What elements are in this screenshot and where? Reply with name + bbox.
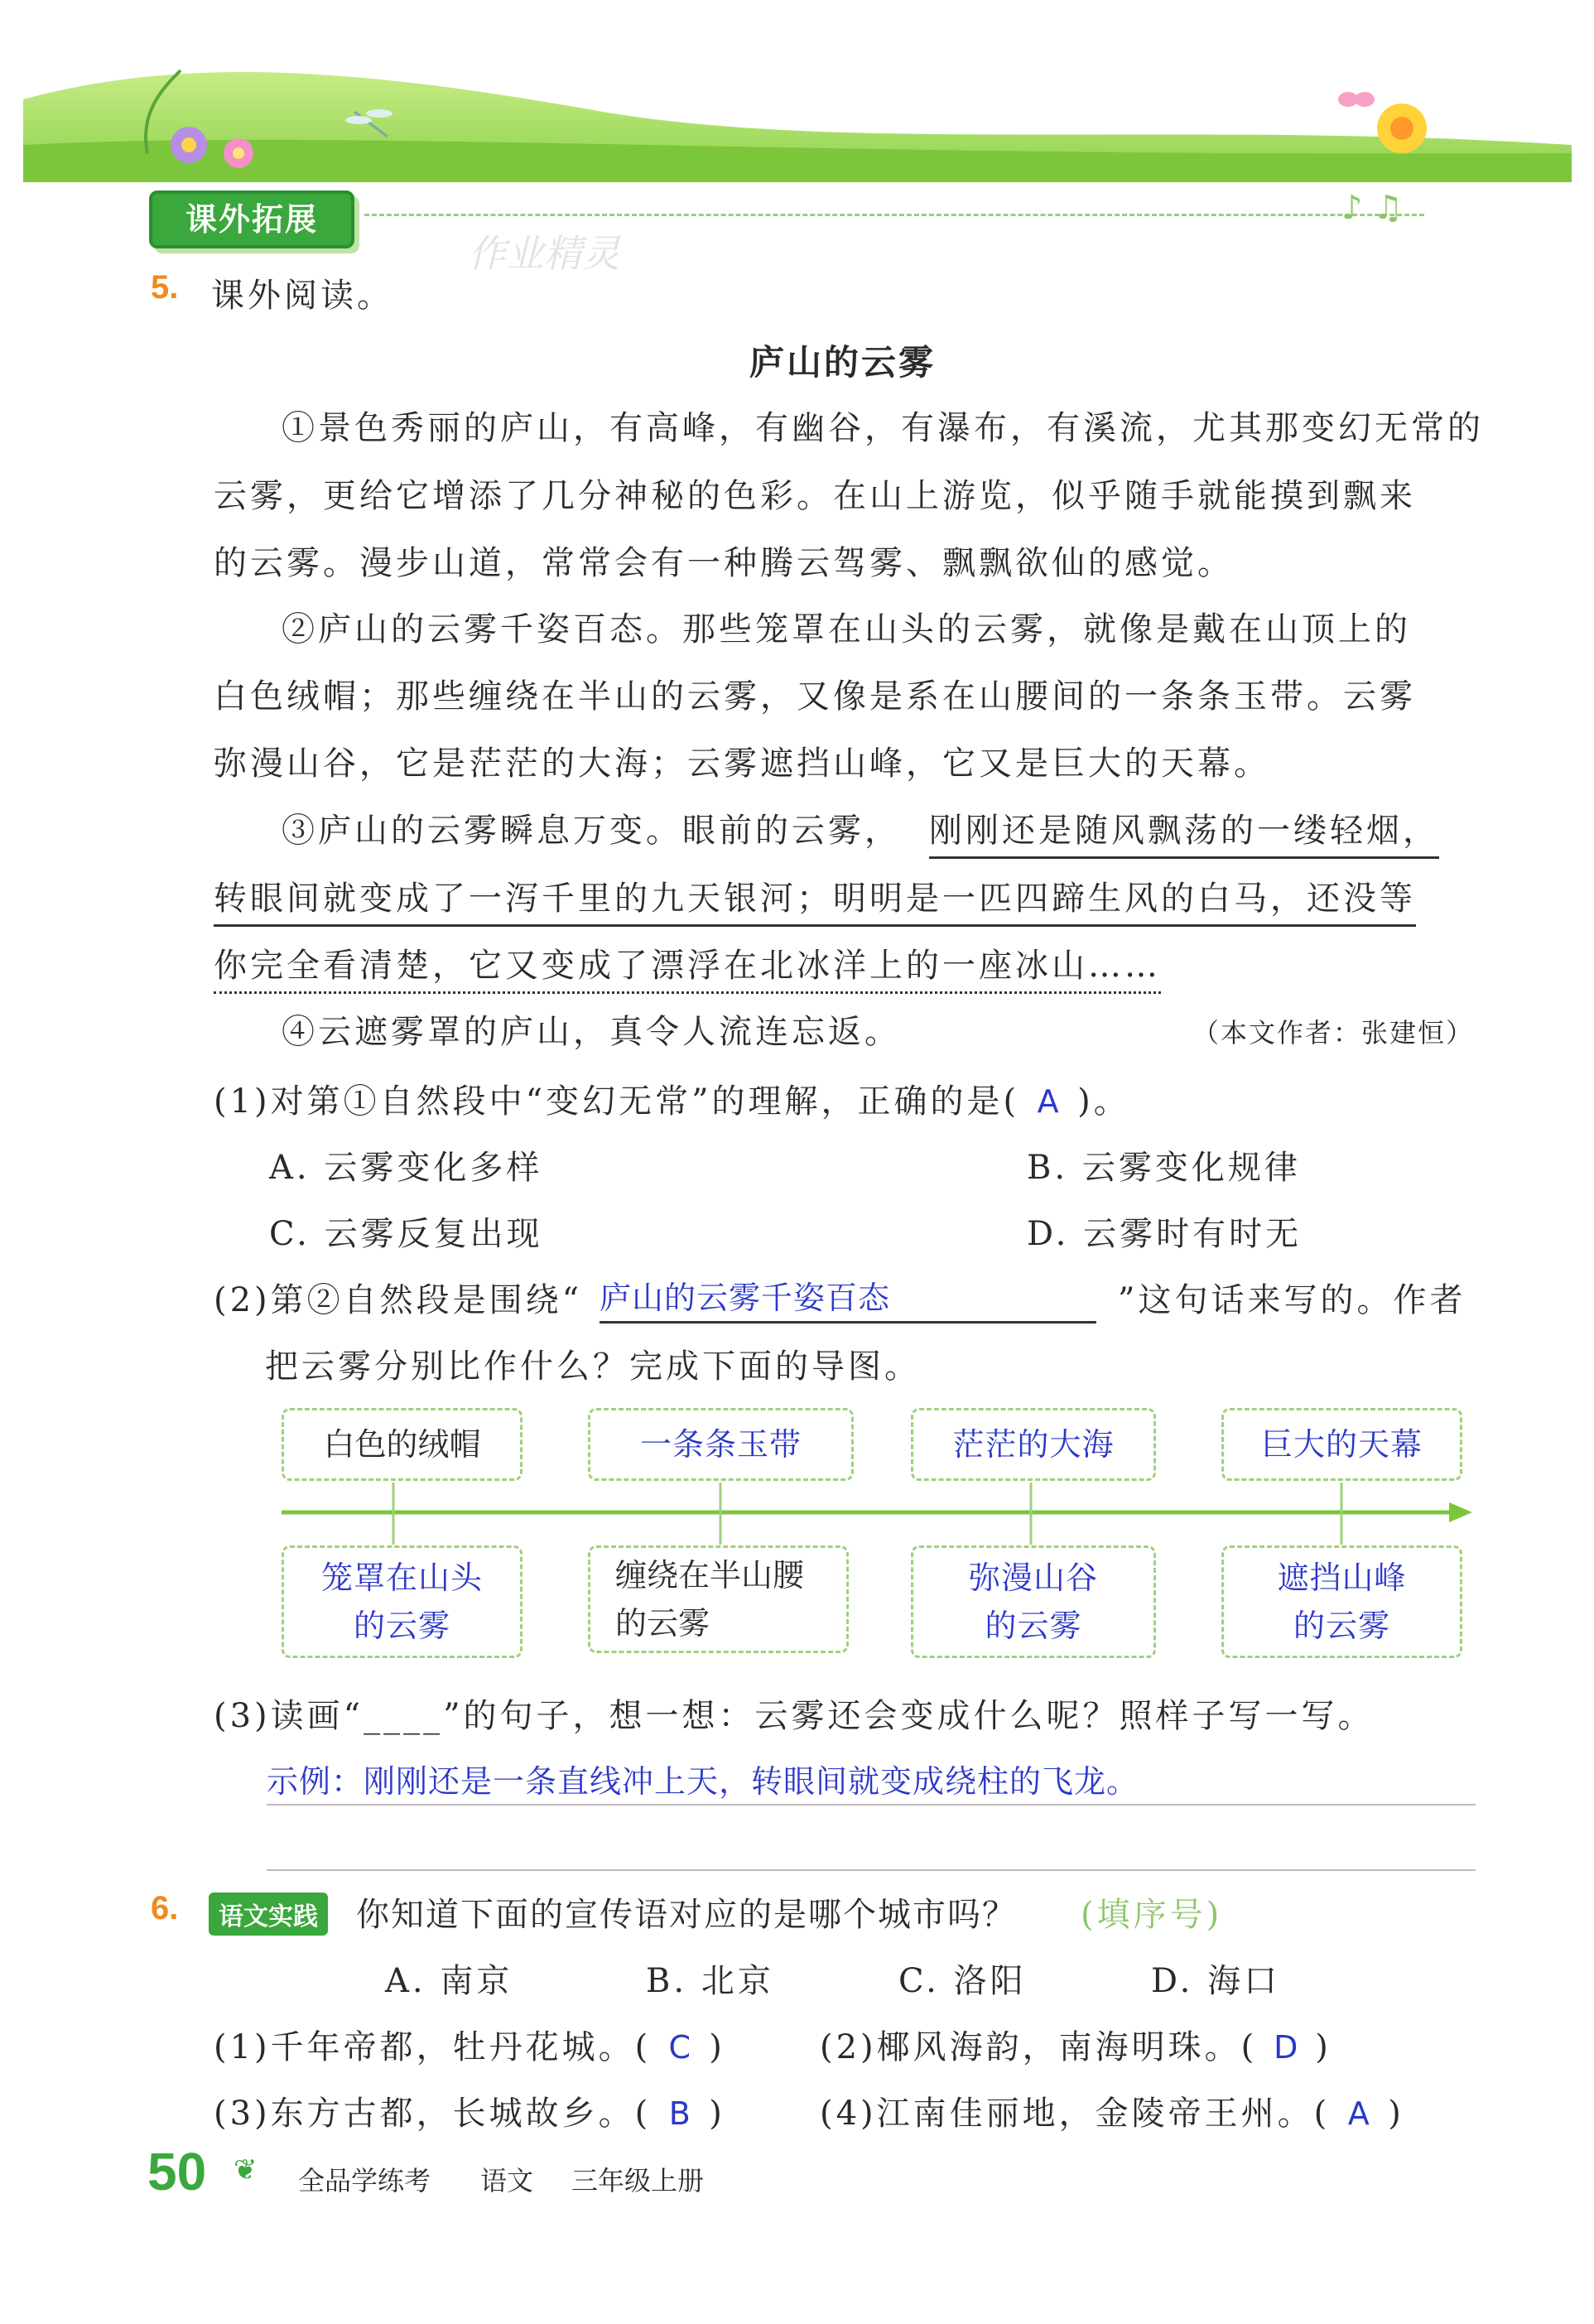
- sub1-question: [214, 1075, 1130, 1122]
- q6-item-4-close: ): [1388, 2095, 1404, 2133]
- paragraph-3-underlined-1: 刚刚还是随风飘荡的一缕轻烟，: [929, 804, 1439, 859]
- mindmap-bottom-box-3: [911, 1545, 1156, 1658]
- q6-item-4-text: (4)江南佳丽地，金陵帝王州。(: [820, 2095, 1331, 2133]
- mindmap-bottom-text-4b: 的云雾: [1293, 1608, 1390, 1644]
- question-6-prompt: 你知道下面的宣传语对应的是哪个城市吗？: [356, 1896, 1017, 1934]
- sub1-answer: A: [1037, 1083, 1060, 1120]
- mindmap-bottom-box-2: [588, 1545, 849, 1653]
- q6-item-3-close: ): [709, 2095, 725, 2133]
- sub1-option-a: A. 云雾变化多样: [269, 1149, 543, 1187]
- q6-option-b: B. 北京: [646, 1962, 774, 2000]
- sub1-option-b: B. 云雾变化规律: [1027, 1149, 1301, 1187]
- butterfly-icon: [1338, 92, 1375, 107]
- mindmap-bottom-box-1: [282, 1545, 523, 1658]
- sub3-answer-line-2: [267, 1869, 1476, 1871]
- q6-item-3: [214, 2087, 725, 2134]
- section-tab: [149, 190, 354, 248]
- mindmap-bottom-text-3b: 的云雾: [985, 1608, 1082, 1644]
- paragraph-2-line-3: 弥漫山谷，它是茫茫的大海；云雾遮挡山峰，它又是巨大的天幕。: [214, 745, 1270, 783]
- q6-item-2-close: ): [1315, 2028, 1332, 2066]
- q6-item-1-text: (1)千年帝都，牡丹花城。(: [214, 2028, 652, 2066]
- passage-title: 庐山的云雾: [749, 342, 937, 383]
- mindmap-top-box-1: [282, 1408, 523, 1481]
- q6-item-3-answer: B: [668, 2095, 691, 2132]
- header-banner-illustration: [23, 21, 1572, 190]
- q6-item-1: [214, 2021, 725, 2068]
- page-number: 50: [147, 2142, 207, 2201]
- mindmap-top-box-4: [1221, 1408, 1462, 1481]
- footer-book: 全品学练考: [298, 2165, 431, 2196]
- sub2-line-1: (2)第②自然段是围绕“: [214, 1281, 583, 1319]
- watermark: 作业精灵: [468, 231, 620, 276]
- mindmap-bottom-text-3a: 弥漫山谷: [968, 1560, 1098, 1596]
- practice-tag: 语文实践: [209, 1892, 328, 1936]
- q6-option-d: D. 海口: [1151, 1962, 1281, 2000]
- sub3-answer-line-1: [267, 1804, 1476, 1806]
- q6-item-2-text: (2)椰风海韵，南海明珠。(: [820, 2028, 1258, 2066]
- sunflower-icon: [1377, 104, 1427, 153]
- mindmap-top-box-3: [911, 1408, 1156, 1481]
- mindmap-bottom-text-1b: 的云雾: [353, 1608, 450, 1644]
- footer-subject: 语文: [480, 2165, 534, 2196]
- sub1-option-c: C. 云雾反复出现: [269, 1215, 543, 1253]
- mindmap-bottom-text-1a: 笼罩在山头: [320, 1560, 483, 1596]
- q6-item-1-answer: C: [668, 2029, 692, 2066]
- sub2-line-2: 把云雾分别比作什么？完成下面的导图。: [265, 1348, 921, 1386]
- mindmap-bottom-text-2b: 的云雾: [615, 1605, 710, 1642]
- paragraph-3-head: ③庐山的云雾瞬息万变。眼前的云雾，: [282, 812, 901, 850]
- paragraph-1-line-3: 的云雾。漫步山道，常常会有一种腾云驾雾、飘飘欲仙的感觉。: [214, 544, 1234, 582]
- paragraph-3-underlined-3: 你完全看清楚，它又变成了漂浮在北冰洋上的一座冰山……: [214, 939, 1161, 994]
- author-credit: （本文作者：张建恒）: [1192, 1017, 1475, 1049]
- paragraph-4: ④云遮雾罩的庐山，真令人流连忘返。: [282, 1013, 901, 1051]
- sub3-answer: 示例：刚刚还是一条直线冲上天，转眼间就变成绕柱的飞龙。: [267, 1763, 1139, 1800]
- question-6-hint: (填序号): [1081, 1896, 1223, 1934]
- section-divider: [364, 214, 1424, 216]
- sub3-question: (3)读画“____”的句子，想一想：云雾还会变成什么呢？照样子写一写。: [214, 1697, 1375, 1735]
- sub2-answer: 庐山的云雾千姿百态: [600, 1272, 1096, 1324]
- mindmap-bottom-text-4a: 遮挡山峰: [1277, 1560, 1407, 1596]
- q6-item-2: [820, 2021, 1332, 2068]
- mindmap-bottom-box-4: [1221, 1545, 1462, 1658]
- sub1-question-text: (1)对第①自然段中“变幻无常”的理解，正确的是(: [214, 1082, 1020, 1121]
- sub1-option-d: D. 云雾时有时无: [1027, 1215, 1303, 1253]
- mindmap-top-text-4: 巨大的天幕: [1260, 1426, 1423, 1463]
- mindmap-bottom-text-2a: 缠绕在半山腰: [615, 1557, 805, 1594]
- paragraph-1-line-2: 云雾，更给它增添了几分神秘的色彩。在山上游览，似乎随手就能摸到飘来: [214, 477, 1416, 515]
- paragraph-2-line-2: 白色绒帽；那些缠绕在半山的云雾，又像是系在山腰间的一条条玉带。云雾: [214, 677, 1416, 716]
- music-notes-icon: ♪ ♫: [1341, 189, 1404, 227]
- q6-item-4: [820, 2087, 1404, 2134]
- footer-grade: 三年级上册: [571, 2165, 705, 2196]
- mindmap-top-text-3: 茫茫的大海: [952, 1426, 1115, 1463]
- q6-item-1-close: ): [709, 2028, 725, 2066]
- question-5-number: 5.: [151, 269, 179, 306]
- section-label: 课外拓展: [185, 201, 318, 238]
- q6-item-2-answer: D: [1274, 2029, 1299, 2066]
- q6-item-3-text: (3)东方古都，长城故乡。(: [214, 2095, 652, 2133]
- question-6-number: 6.: [151, 1890, 179, 1926]
- q6-option-a: A. 南京: [385, 1962, 513, 2000]
- q6-item-4-answer: A: [1347, 2095, 1370, 2132]
- sub2-line-1-close: ”这句话来写的。作者: [1118, 1281, 1466, 1319]
- leaf-icon: ❦: [234, 2153, 258, 2187]
- mindmap-top-box-2: [588, 1408, 854, 1481]
- paragraph-2-line-1: ②庐山的云雾千姿百态。那些笼罩在山头的云雾，就像是戴在山顶上的: [282, 610, 1411, 649]
- paragraph-3-underlined-2: 转眼间就变成了一泻千里的九天银河；明明是一匹四蹄生风的白马，还没等: [214, 872, 1416, 927]
- mindmap-top-text-2: 一条条玉带: [639, 1426, 802, 1463]
- mindmap-arrow: [273, 1483, 1478, 1549]
- paragraph-1-line-1: ①景色秀丽的庐山，有高峰，有幽谷，有瀑布，有溪流，尤其那变幻无常的: [282, 409, 1484, 447]
- sub1-question-close: )。: [1077, 1082, 1130, 1121]
- question-5-prompt: 课外阅读。: [211, 277, 393, 315]
- q6-option-c: C. 洛阳: [898, 1962, 1027, 2000]
- mindmap-top-text-1: 白色的绒帽: [323, 1426, 481, 1463]
